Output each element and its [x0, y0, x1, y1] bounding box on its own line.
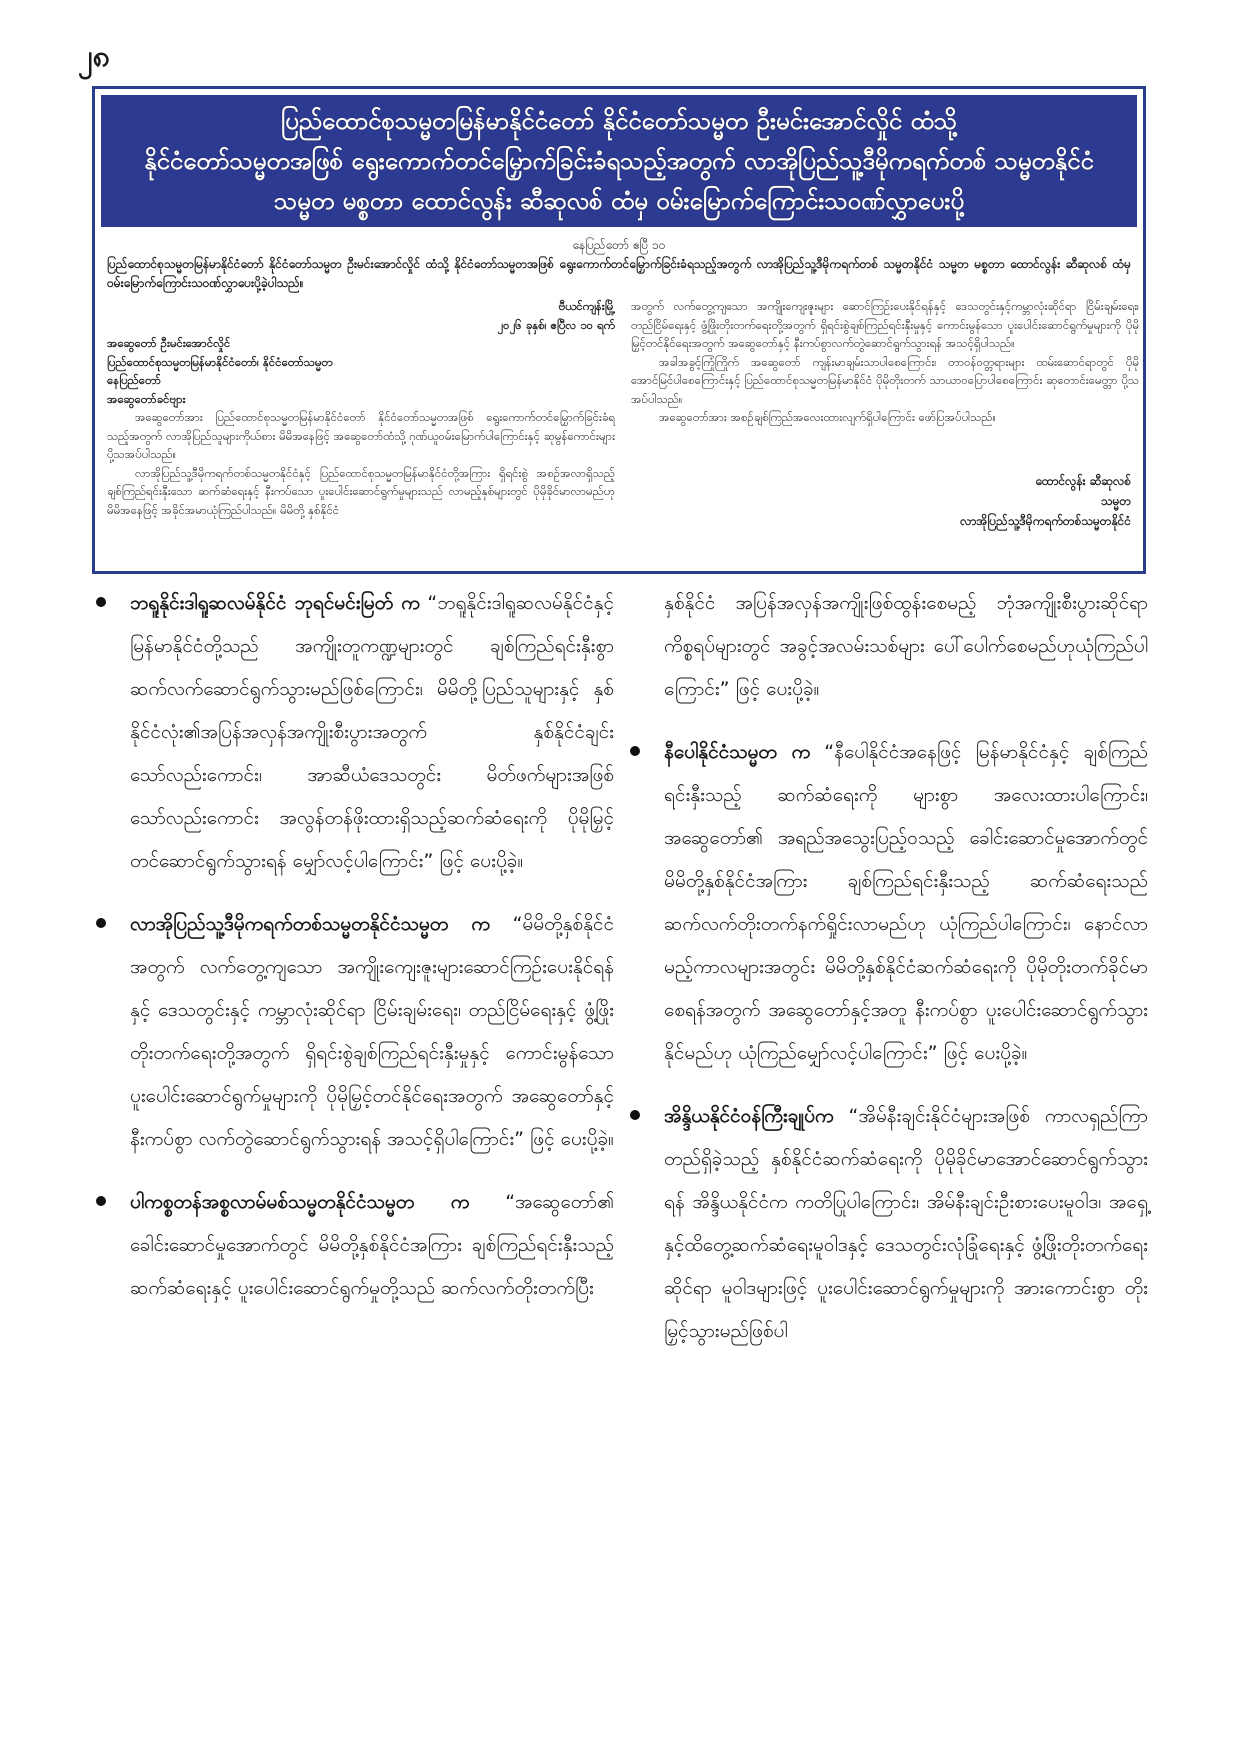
body-left-column [94, 582, 614, 1330]
signatory-country: လာအိုပြည်သူ့ဒီမိုကရက်တစ်သမ္မတနိုင်ငံ [960, 514, 1131, 528]
letter-right-column [631, 297, 1139, 427]
list-item-continuation [628, 582, 1148, 711]
speaker-name: ဘရူနိုင်းဒါရူဆလမ်နိုင်ငံ ဘုရင်မင်းမြတ် က [130, 592, 420, 614]
intro-paragraph: ပြည်ထောင်စုသမ္မတမြန်မာနိုင်ငံတော် နိုင်ငံတော်သမ္မတ ဦးမင်းအောင်လှိုင် ထံသို့ နိုင်ငံတော်သမ္မတအဖြစ် ရွေးကောက်တင်မြှောက်ခြင်းခံရသည့်အတွက် လာအိုပြည်သူ့ဒီမိုကရက်တစ် သမ္မတနိုင်ငံ သမ္မတ မစ္စတာ ထောင်လွန်း ဆီဆုလစ် ထံမှ ဝမ်းမြောက်ကြောင်းသဝဏ်လွှာပေးပို့ခဲ့ပါသည်။ [107, 257, 1131, 290]
quote-text: “နီပေါနိုင်ငံအနေဖြင့် မြန်မာနိုင်ငံနှင့် ချစ်ကြည်ရင်းနှီးသည့် ဆက်ဆံရေးကို များစွာ အလေးထားပါကြောင်း၊ အဆွေတော်၏ အရည်အသွေးပြည့်ဝသည့် ခေါင်းဆောင်မှုအောက်တွင် မိမိတို့နှစ်နိုင်ငံအကြား ချစ်ကြည်ရင်းနှီးသည့် ဆက်ဆံရေးသည် ဆက်လက်တိုးတက်နက်ရှိုင်းလာမည်ဟု ယုံကြည်ပါကြောင်း၊ နောင်လာမည့်ကာလများအတွင်း မိမိတို့နှစ်နိုင်ငံဆက်ဆံရေးကို ပိုမိုတိုးတက်ခိုင်မာစေရန်အတွက် အဆွေတော်နှင့်အတူ နီးကပ်စွာ ပူးပေါင်းဆောင်ရွက်သွားနိုင်မည်ဟု ယုံကြည်မျှော်လင့်ပါကြောင်း” ဖြင့် ပေးပို့ခဲ့။ [664, 741, 1149, 1064]
list-item [94, 1181, 614, 1310]
addressee-city: နေပြည်တော် [107, 373, 161, 387]
speaker-name: လာအိုပြည်သူ့ဒီမိုကရက်တစ်သမ္မတနိုင်ငံသမ္မတ က [130, 913, 490, 935]
body-right-column [628, 582, 1148, 1373]
letter-box [92, 86, 1146, 574]
letter-left-column [107, 297, 615, 519]
letter-place: ဗီယင်ကျန်းမြို့ [558, 299, 615, 313]
quote-text: “အဆွေတော်၏ ခေါင်းဆောင်မှုအောက်တွင် မိမိတို့နှစ်နိုင်ငံအကြား ချစ်ကြည်ရင်းနှီးသည့် ဆက်ဆံရေးနှင့် ပူးပေါင်းဆောင်ရွက်မှုတို့သည် ဆက်လက်တိုးတက်ပြီး [130, 1191, 614, 1299]
bullet-icon [96, 597, 106, 607]
headline-line-1: ပြည်ထောင်စုသမ္မတမြန်မာနိုင်ငံတော် နိုင်ငံတော်သမ္မတ ဦးမင်းအောင်လှိုင် ထံသို့ [281, 107, 957, 135]
headline-banner [101, 95, 1137, 227]
list-item [94, 903, 614, 1161]
addressee-title: ပြည်ထောင်စုသမ္မတမြန်မာနိုင်ငံတော်၊ နိုင်ငံတော်သမ္မတ [107, 354, 333, 369]
page-number: ၂၈ [78, 39, 110, 74]
list-item [94, 582, 614, 883]
signatory-title: သမ္မတ [1100, 494, 1131, 508]
bullet-icon [96, 1196, 106, 1206]
letter-paragraph: အတွက် လက်တွေ့ကျသော အကျိုးကျေးဇူးများ ဆောင်ကြဉ်းပေးနိုင်ရန်နှင့် ဒေသတွင်းနှင့်ကမ္ဘာလုံးဆိုင်ရာ ငြိမ်းချမ်းရေး၊ တည်ငြိမ်ရေးနှင့် ဖွံ့ဖြိုးတိုးတက်ရေးတို့အတွက် ရှိရင်းစွဲချစ်ကြည်ရင်းနှီးမှုနှင့် ကောင်းမွန်သော ပူးပေါင်းဆောင်ရွက်မှုများကို ပိုမိုမြှင့်တင်နိုင်ရေးအတွက် အဆွေတော်နှင့် နီးကပ်စွာလက်တွဲဆောင်ရွက်သွားရန် အသင့်ရှိပါသည်။ [631, 299, 1139, 350]
quote-text: “ဘရူနိုင်းဒါရူဆလမ်နိုင်ငံနှင့် မြန်မာနိုင်ငံတို့သည် အကျိုးတူကဏ္ဍများတွင် ချစ်ကြည်ရင်းနှီးစွာ ဆက်လက်ဆောင်ရွက်သွားမည်ဖြစ်ကြောင်း၊ မိမိတို့ပြည်သူများနှင့် နှစ်နိုင်ငံလုံး၏အပြန်အလှန်အကျိုးစီးပွားအတွက် နှစ်နိုင်ငံချင်းသော်လည်းကောင်း၊ အာဆီယံဒေသတွင်း မိတ်ဖက်များအဖြစ်သော်လည်းကောင်း အလွန်တန်ဖိုးထားရှိသည့်ဆက်ဆံရေးကို ပိုမိုမြှင့်တင်ဆောင်ရွက်သွားရန် မျှော်လင့်ပါကြောင်း” ဖြင့် ပေးပို့ခဲ့။ [130, 592, 614, 872]
letter-paragraph: အဆွေတော်အား ပြည်ထောင်စုသမ္မတမြန်မာနိုင်ငံတော် နိုင်ငံတော်သမ္မတအဖြစ် ရွေးကောက်တင်မြှောက်ခြင်းခံရသည့်အတွက် လာအိုပြည်သူများကိုယ်စား မိမိအနေဖြင့် အဆွေတော်ထံသို့ ဂုဏ်ယူဝမ်းမြောက်ပါကြောင်းနှင့် ဆုမွန်ကောင်းများ ပို့သအပ်ပါသည်။ [107, 410, 615, 461]
speaker-name: ပါကစ္စတန်အစ္စလာမ်မစ်သမ္မတနိုင်ငံသမ္မတ က [130, 1191, 470, 1213]
quote-text: “မိမိတို့နှစ်နိုင်ငံအတွက် လက်တွေ့ကျသော အကျိုးကျေးဇူးများဆောင်ကြဉ်းပေးနိုင်ရန်နှင့် ဒေသတွင်းနှင့် ကမ္ဘာလုံးဆိုင်ရာ ငြိမ်းချမ်းရေး၊ တည်ငြိမ်ရေးနှင့် ဖွံ့ဖြိုးတိုးတက်ရေးတို့အတွက် ရှိရင်းစွဲချစ်ကြည်ရင်းနှီးမှုနှင့် ကောင်းမွန်သောပူးပေါင်းဆောင်ရွက်မှုများကို ပိုမိုမြှင့်တင်နိုင်ရေးအတွက် အဆွေတော်နှင့် နီးကပ်စွာ လက်တွဲဆောင်ရွက်သွားရန် အသင့်ရှိပါကြောင်း” ဖြင့် ပေးပို့ခဲ့။ [130, 913, 615, 1150]
quote-text: “အိမ်နီးချင်းနိုင်ငံများအဖြစ် ကာလရှည်ကြာတည်ရှိခဲ့သည့် နှစ်နိုင်ငံဆက်ဆံရေးကို ပိုမိုခိုင်မာအောင်ဆောင်ရွက်သွားရန် အိန္ဒိယနိုင်ငံက ကတိပြုပါကြောင်း၊ အိမ်နီးချင်းဦးစားပေးမူဝါဒ၊ အရှေ့နှင့်ထိတွေ့ဆက်ဆံရေးမူဝါဒနှင့် ဒေသတွင်းလုံခြုံရေးနှင့် ဖွံ့ဖြိုးတိုးတက်ရေးဆိုင်ရာ မူဝါဒများဖြင့် ပူးပေါင်းဆောင်ရွက်မှုများကို အားကောင်းစွာ တိုးမြှင့်သွားမည်ဖြစ်ပါ [664, 1105, 1148, 1342]
headline-line-3: သမ္မတ မစ္စတာ ထောင်လွန်း ဆီဆုလစ် ထံမှ ဝမ်းမြောက်ကြောင်းသဝဏ်လွှာပေးပို့ [273, 187, 965, 215]
letter-paragraph: လာအိုပြည်သူ့ဒီမိုကရက်တစ်သမ္မတနိုင်ငံနှင့် ပြည်ထောင်စုသမ္မတမြန်မာနိုင်ငံတို့အကြား ရှိရင်းစွဲ အစဉ်အလာရှိသည့် ချစ်ကြည်ရင်းနှီးသော ဆက်ဆံရေးနှင့် နီးကပ်သော ပူးပေါင်းဆောင်ရွက်မှုများသည် လာမည့်နှစ်များတွင် ပိုမိုခိုင်မာလာမည်ဟု မိမိအနေဖြင့် အခိုင်အမာယုံကြည်ပါသည်။ မိမိတို့ နှစ်နိုင်ငံ [107, 465, 615, 517]
dateline: နေပြည်တော် ဧပြီ ၁၀ [572, 238, 666, 252]
quote-text: နှစ်နိုင်ငံ အပြန်အလှန်အကျိုးဖြစ်ထွန်းစေမည့် ဘုံအကျိုးစီးပွားဆိုင်ရာကိစ္စရပ်များတွင် အခွင့်အလမ်းသစ်များ ပေါ်ပေါက်စေမည်ဟုယုံကြည်ပါကြောင်း” ဖြင့် ပေးပို့ခဲ့။ [664, 592, 1148, 700]
salutation: အဆွေတော်ခင်ဗျား [107, 391, 186, 406]
letter-paragraph: အဆွေတော်အား အစဉ်ချစ်ကြည်အလေးထားလျက်ရှိပါကြောင်း ဖော်ပြအပ်ပါသည်။ [659, 410, 996, 424]
letter-paragraph: အခါအခွင့်ကြုံကြိုက် အဆွေတော် ကျန်းမာချမ်းသာပါစေကြောင်း၊ တာဝန်ဝတ္တရားများ ထမ်းဆောင်ရာတွင် ပိုမိုအောင်မြင်ပါစေကြောင်းနှင့် ပြည်ထောင်စုသမ္မတမြန်မာနိုင်ငံ ပိုမိုတိုးတက် သာယာဝပြောပါစေကြောင်း ဆုတောင်းမေတ္တာ ပို့သအပ်ပါသည်။ [631, 354, 1139, 406]
list-item [628, 1095, 1148, 1353]
signatory-name: ထောင်လွန်း ဆီဆုလစ် [1035, 474, 1131, 488]
bullet-icon [96, 918, 106, 928]
signature-block [811, 471, 1131, 531]
speaker-name: နီပေါနိုင်ငံသမ္မတ က [664, 741, 811, 763]
headline-line-2: နိုင်ငံတော်သမ္မတအဖြစ် ရွေးကောက်တင်မြှောက်ခြင်းခံရသည့်အတွက် လာအိုပြည်သူ့ဒီမိုကရက်တစ် သမ္မတနိုင်ငံ [144, 147, 1094, 175]
bullet-icon [630, 1110, 640, 1120]
list-item [628, 731, 1148, 1075]
letter-date: ၂၀၂၆ ခုနှစ်၊ ဧပြီလ ၁၀ ရက် [497, 317, 615, 332]
speaker-name: အိန္ဒိယနိုင်ငံဝန်ကြီးချုပ်က [664, 1105, 834, 1127]
addressee-name: အဆွေတော် ဦးမင်းအောင်လှိုင် [107, 336, 231, 350]
bullet-icon [630, 746, 640, 756]
